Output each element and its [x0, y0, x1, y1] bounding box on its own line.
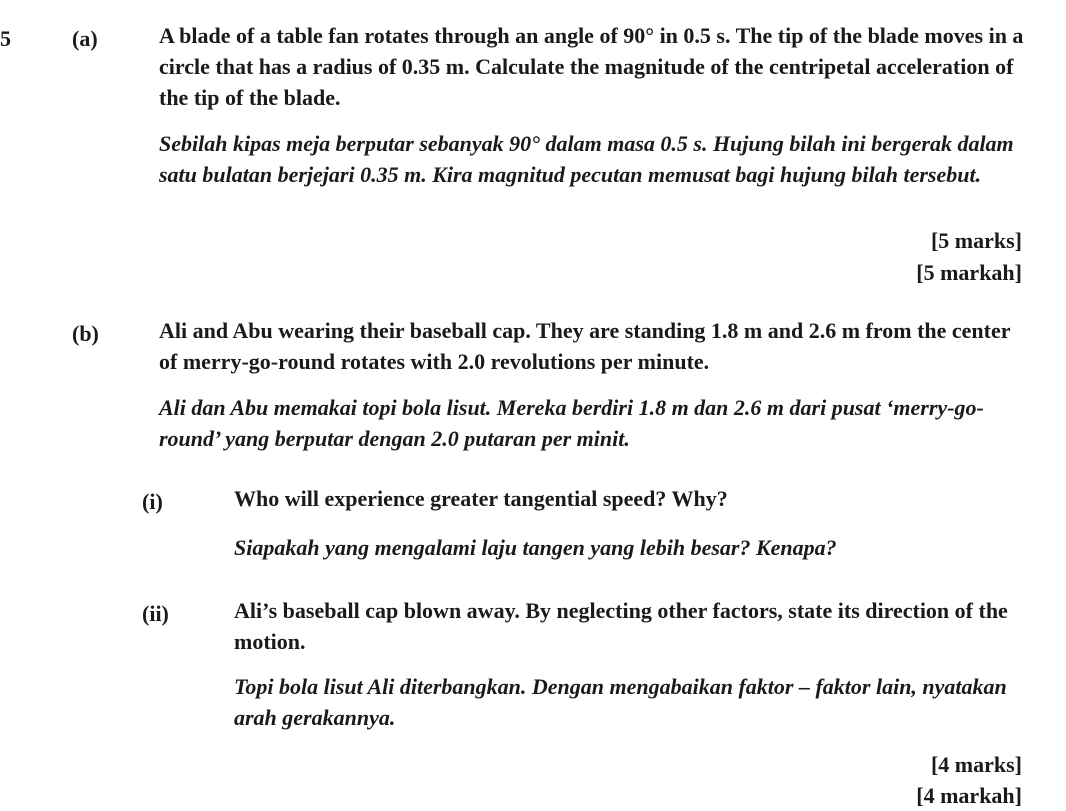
part-a-marks-malay: [5 markah]	[916, 260, 1022, 285]
part-a-text-english: A blade of a table fan rotates through an angle of 90° in 0.5 s. The tip of the blade moves in a circle that has a radius of 0.35 m. Calculate the magnitude of the centripetal acceleration of the tip of the blade.	[159, 23, 1024, 110]
part-b-ii-text-english: Ali’s baseball cap blown away. By neglecting other factors, state its direction of the motion.	[234, 598, 1008, 654]
part-b-marks-malay: [4 markah]	[916, 783, 1022, 808]
part-a-text-malay: Sebilah kipas meja berputar sebanyak 90° dalam masa 0.5 s. Hujung bilah ini bergerak dalam satu bulatan berjejari 0.35 m. Kira magnitud pecutan memusat bagi hujung bilah tersebut.	[159, 131, 1014, 187]
part-b-i-label: (i)	[142, 489, 163, 514]
part-b-i-text-english: Who will experience greater tangential speed? Why?	[234, 486, 728, 511]
part-b-marks-english: [4 marks]	[930, 752, 1022, 777]
part-b-ii-text-malay: Topi bola lisut Ali diterbangkan. Dengan mengabaikan faktor – faktor lain, nyatakan arah gerakannya.	[234, 674, 1007, 730]
part-b-ii-label: (ii)	[142, 601, 169, 626]
part-b-i-text-malay: Siapakah yang mengalami laju tangen yang lebih besar? Kenapa?	[234, 535, 837, 560]
part-b-text-english: Ali and Abu wearing their baseball cap. They are standing 1.8 m and 2.6 m from the center of merry-go-round rotates with 2.0 revolutions per minute.	[159, 318, 1011, 374]
part-b-label: (b)	[72, 321, 99, 346]
question-number: 5	[0, 26, 11, 51]
part-a-label: (a)	[72, 26, 98, 51]
part-a-marks-english: [5 marks]	[930, 228, 1022, 253]
part-b-text-malay: Ali dan Abu memakai topi bola lisut. Mereka berdiri 1.8 m dan 2.6 m dari pusat ‘merry-go-round’ yang berputar dengan 2.0 putaran per minit.	[159, 395, 984, 451]
